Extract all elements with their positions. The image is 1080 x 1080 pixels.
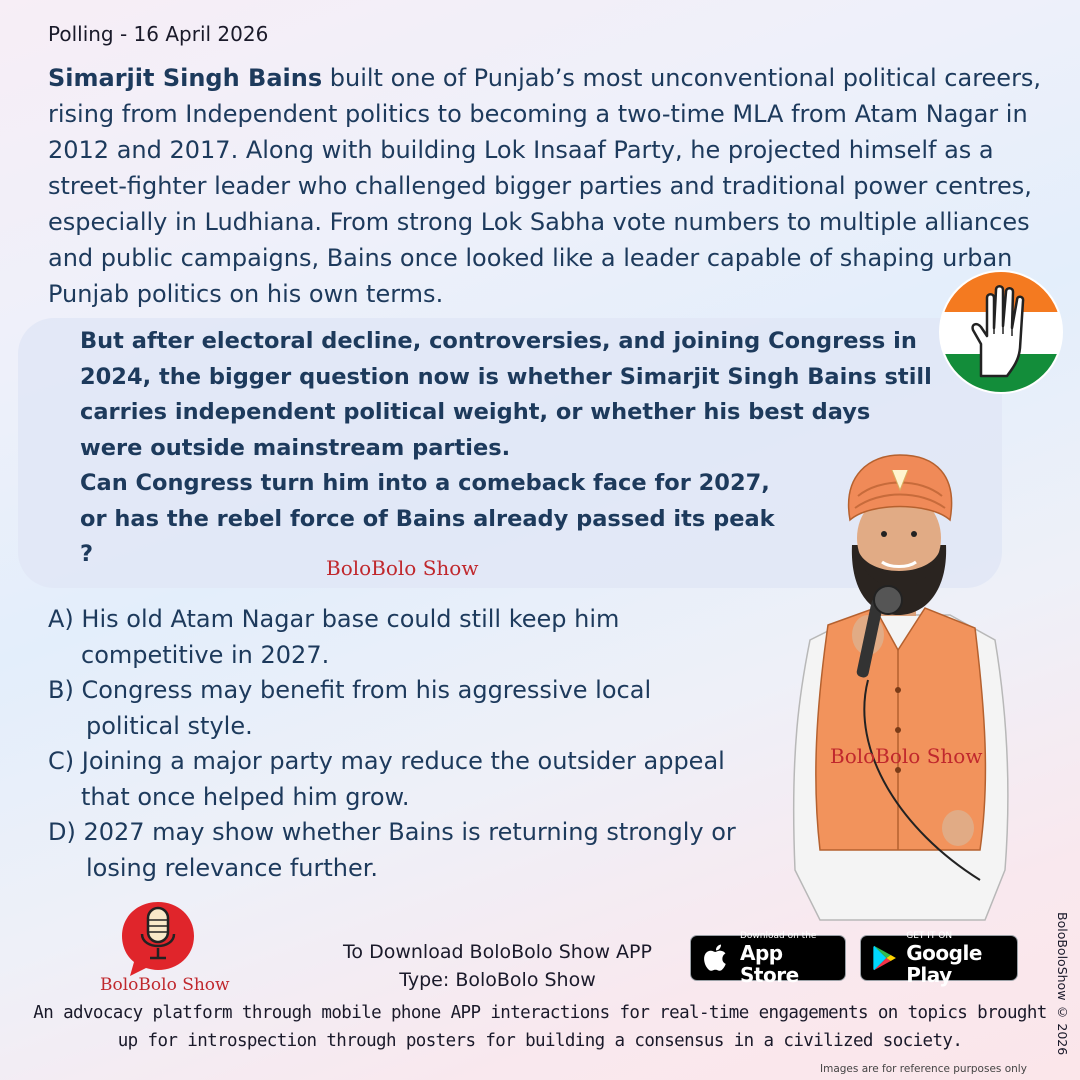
intro-body: built one of Punjab’s most unconventional political careers, rising from Independent politics to becoming a two-time MLA from Atam Nagar in 2012 and 2017. Along with building Lok Insaaf Party, he projected himself as a street-fighter leader who challenged bigger parties and traditional power centres, especially in Ludhiana. From strong Lok Sabha vote numbers to multiple alliances and public campaigns, Bains once looked like a leader capable of shaping urban Punjab politics on his own terms. (48, 64, 1042, 308)
google-play-button[interactable] (860, 930, 1018, 987)
question-main: Can Congress turn him into a comeback face for 2027, or has the rebel force of Bains already passed its peak ? (80, 470, 775, 567)
copyright-text: BoloBoloShow © 2026 (1055, 912, 1070, 1056)
option-a-text: A) His old Atam Nagar base could still keep him (48, 605, 620, 633)
intro-paragraph (48, 60, 1063, 312)
option-c-text: C) Joining a major party may reduce the outsider appeal (48, 747, 725, 775)
option-b[interactable] (48, 673, 768, 744)
appstore-label: App Store (740, 940, 799, 987)
app-store-button[interactable] (690, 930, 846, 987)
download-line-1: To Download BoloBolo Show APP (343, 941, 652, 963)
google-play-icon (869, 940, 900, 976)
option-d-text: D) 2027 may show whether Bains is returning strongly or (48, 818, 736, 846)
image-disclaimer: Images are for reference purposes only (820, 1063, 1027, 1075)
platform-tagline: An advocacy platform through mobile phone APP interactions for real-time engagements on topics brought up for introspection through posters for building a consensus in a civilized society. (33, 1003, 1047, 1051)
playstore-label: Google Play (906, 940, 982, 987)
option-c[interactable] (48, 744, 768, 815)
download-instructions (300, 938, 695, 994)
appstore-small-text: Download on the (740, 930, 817, 941)
option-d[interactable] (48, 815, 768, 886)
poll-options (48, 602, 768, 886)
subject-name: Simarjit Singh Bains (48, 64, 323, 92)
congress-hand-icon (937, 268, 1065, 396)
option-a[interactable] (48, 602, 768, 673)
brand-name: BoloBolo Show (100, 975, 230, 995)
option-b-text: B) Congress may benefit from his aggressive local (48, 676, 652, 704)
politician-illustration (780, 450, 1020, 930)
option-b-cont: political style. (86, 711, 253, 740)
download-line-2: Type: BoloBolo Show (399, 969, 596, 991)
microphone-icon (118, 898, 198, 978)
playstore-small-text: GET IT ON (906, 930, 953, 941)
option-a-cont: competitive in 2027. (81, 640, 330, 669)
watermark-overlay: BoloBolo Show (830, 744, 983, 768)
poll-date: Polling - 16 April 2026 (48, 22, 269, 46)
option-d-cont: losing relevance further. (86, 853, 379, 882)
watermark: BoloBolo Show (326, 556, 479, 580)
option-c-cont: that once helped him grow. (81, 782, 410, 811)
apple-icon (697, 938, 736, 978)
question-context: But after electoral decline, controversies, and joining Congress in 2024, the bigger question now is whether Simarjit Singh Bains still carries independent political weight, or whether his best days were outside mainstream parties. (80, 328, 932, 461)
